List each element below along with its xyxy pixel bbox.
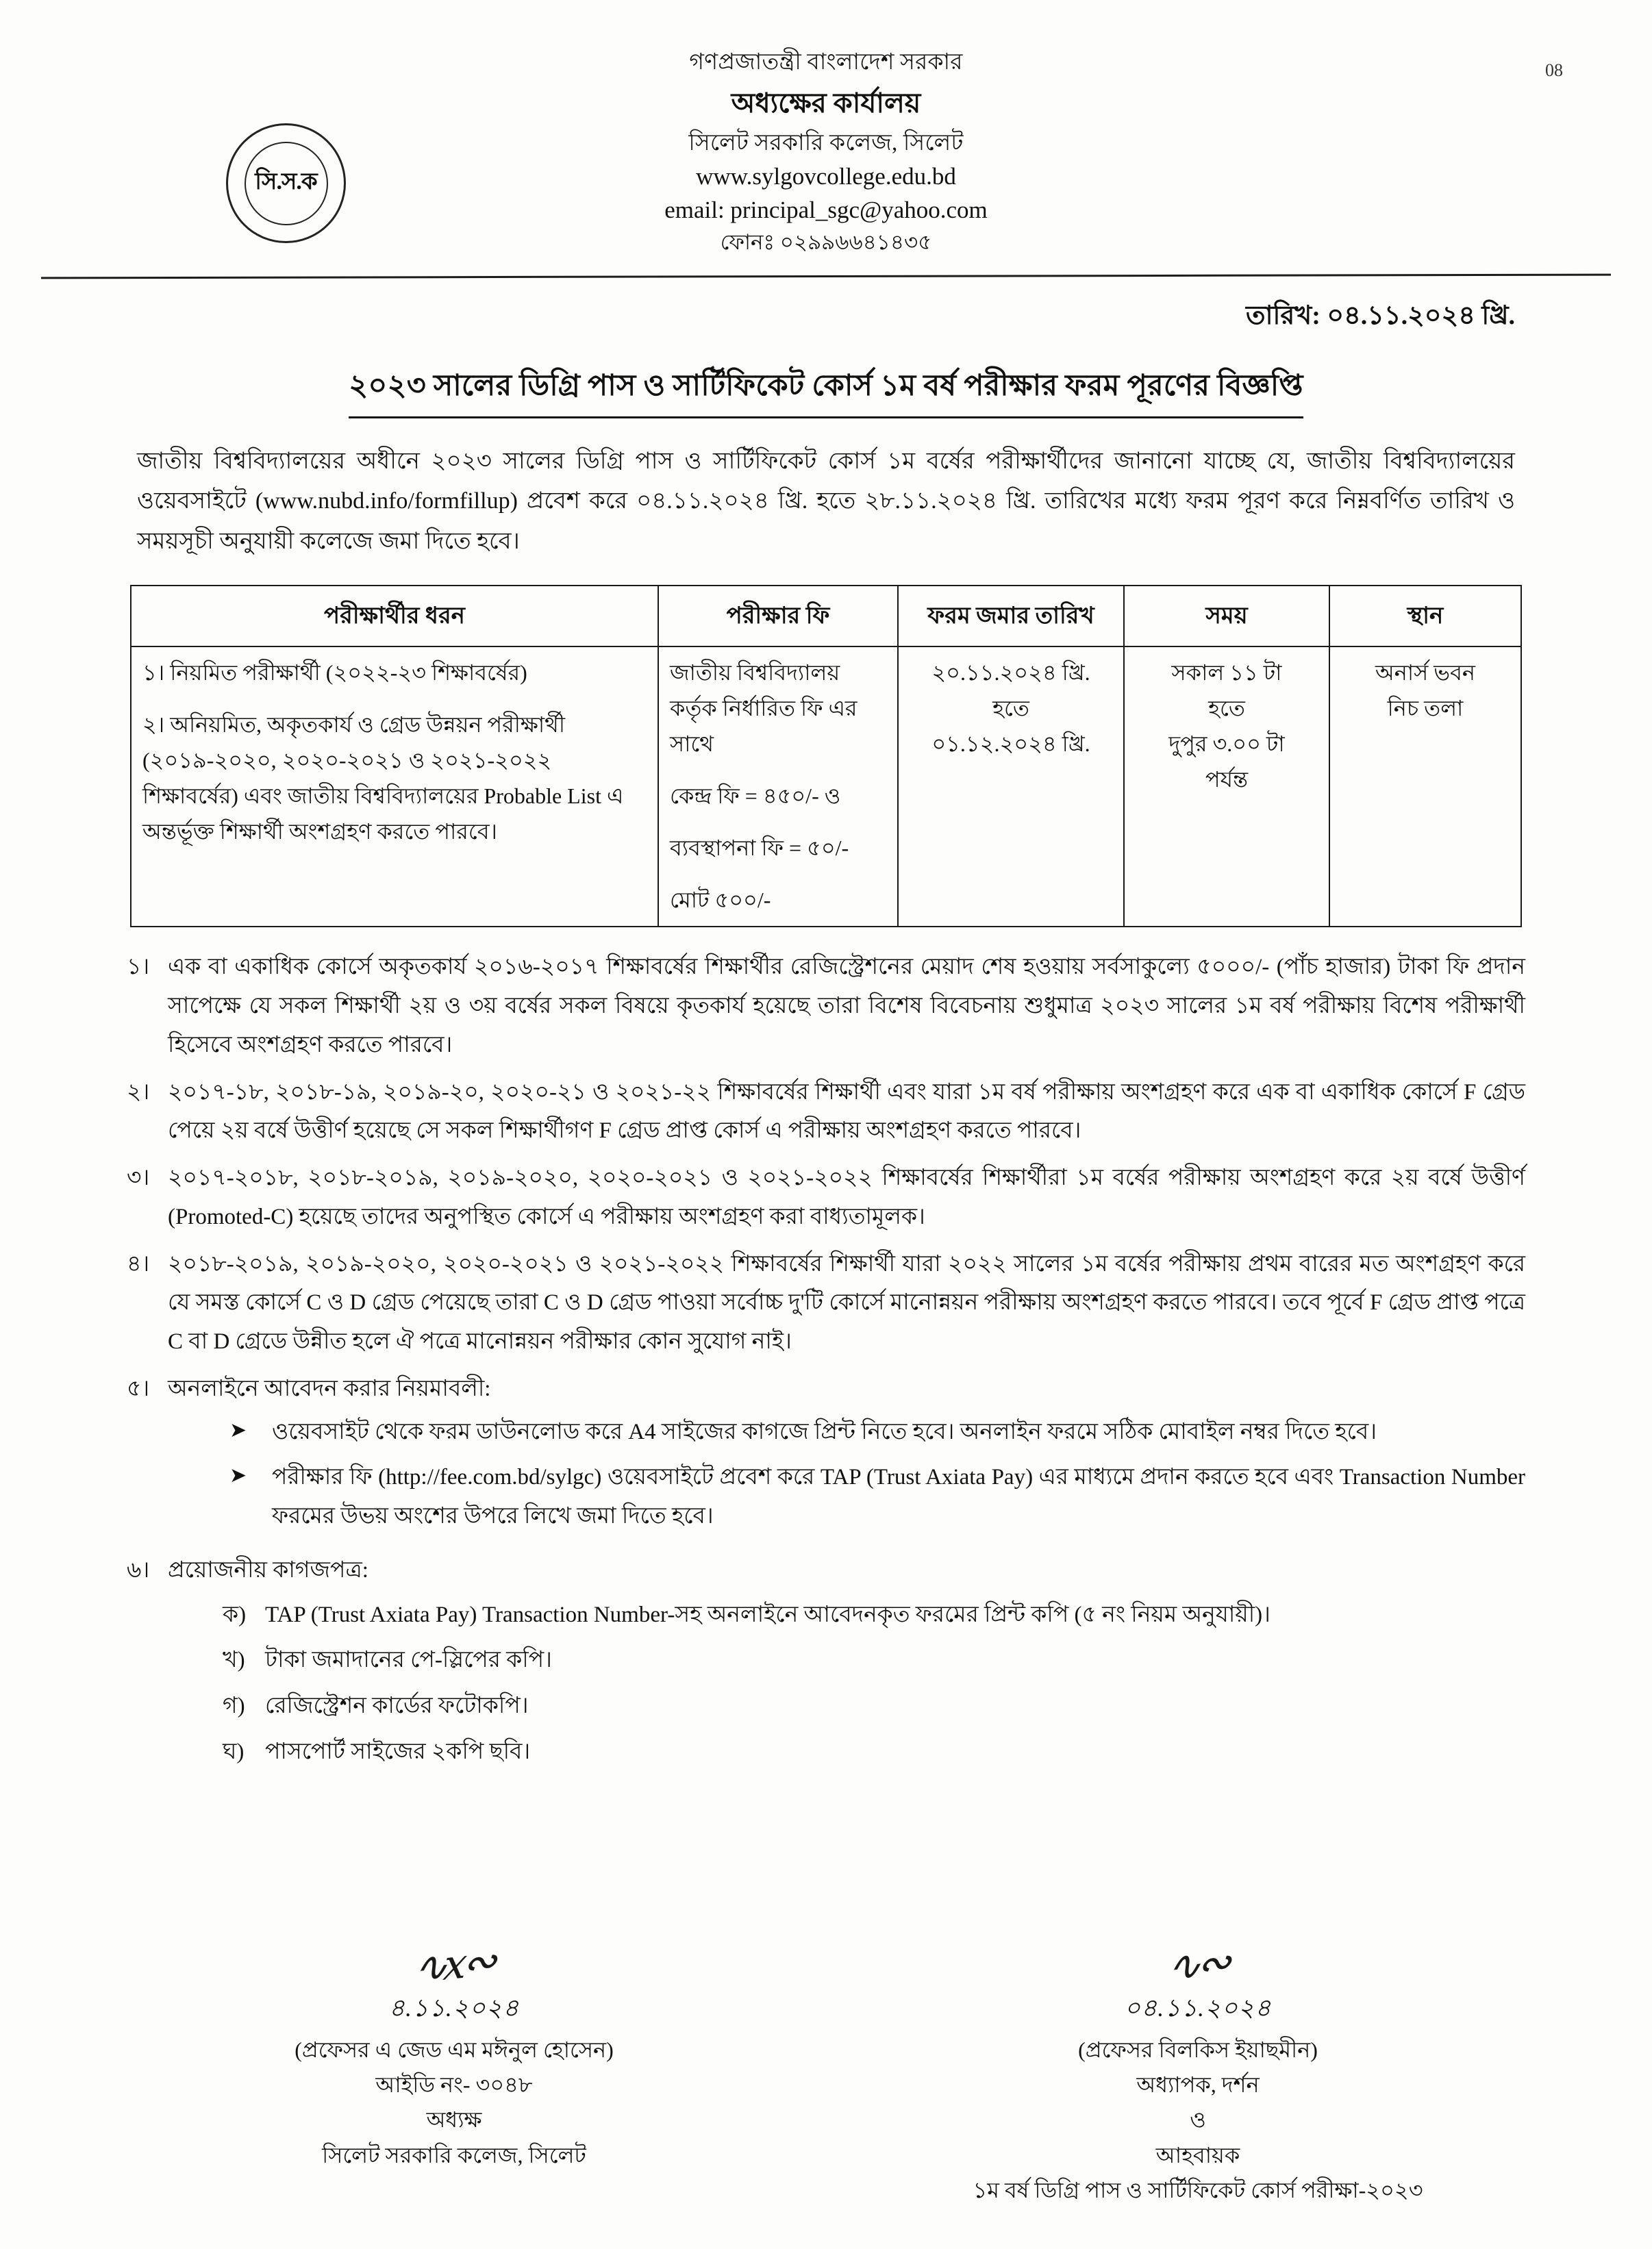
college-line: সিলেট সরকারি কলেজ, সিলেট — [688, 130, 964, 155]
list-item — [223, 1596, 1525, 1635]
list-item — [229, 1413, 1525, 1452]
online-rules-number: ৫। — [127, 1376, 150, 1401]
page-title — [0, 364, 1652, 418]
submission-date-sep: হতে — [992, 696, 1029, 721]
website-line: www.sylgovcollege.edu.bd — [696, 162, 956, 190]
document-marker: গ) — [223, 1694, 245, 1719]
document-marker: খ) — [223, 1648, 245, 1673]
note-text: ২০১৭-১৮, ২০১৮-১৯, ২০১৯-২০, ২০২০-২১ ও ২০২১-২২ শিক্ষাবর্ষের শিক্ষার্থী এবং যারা ১ম বর্ষ পরীক্ষায় অংশগ্রহণ করে এক বা একাধিক কোর্সে F গ্রেড পেয়ে ২য় বর্ষে উত্তীর্ণ হয়েছে সে সকল শিক্ষার্থীগণ F গ্রেড প্রাপ্ত কোর্স এ পরীক্ষায় অংশগ্রহণ করতে পারবে। — [168, 1079, 1525, 1144]
office-line: অধ্যক্ষের কার্যালয় — [731, 87, 921, 118]
convener-name: (প্রফেসর বিলকিস ইয়াছমীন) — [1078, 2037, 1318, 2063]
document-text: পাসপোর্ট সাইজের ২কপি ছবি। — [265, 1739, 531, 1764]
date-line: তারিখ: ০৪.১১.২০২৪ খ্রি. — [1245, 301, 1515, 330]
online-rules-list — [229, 1413, 1525, 1536]
convener-and: ও — [1190, 2107, 1206, 2133]
th-place: স্থান — [1329, 586, 1521, 646]
document-marker: ঘ) — [223, 1739, 245, 1764]
list-item — [229, 1458, 1525, 1536]
submission-date-2: ০১.১২.২০২৪ খ্রি. — [931, 731, 1090, 757]
fee-line-2: কেন্দ্র ফি = ৪৫০/- ও — [670, 783, 841, 808]
online-rule-text: ওয়েবসাইট থেকে ফরম ডাউনলোড করে A4 সাইজের কাগজে প্রিন্ট নিতে হবে। অনলাইন ফরমে সঠিক মোবাইল নম্বর দিতে হবে। — [272, 1419, 1377, 1444]
header-divider — [41, 274, 1611, 279]
convener-role: আহবায়ক — [1155, 2142, 1240, 2168]
list-item — [223, 1687, 1525, 1726]
candidate-type-2: ২। অনিয়মিত, অকৃতকার্য ও গ্রেড উন্নয়ন পরীক্ষার্থী (২০১৯-২০২০, ২০২০-২০২১ ও ২০২১-২০২২ শিক্ষাবর্ষের) এবং জাতীয় বিশ্ববিদ্যালয়ের Probable List এ অন্তর্ভূক্ত শিক্ষার্থী অংশগ্রহণ করতে পারবে। — [142, 712, 624, 844]
page-title-text: ২০২৩ সালের ডিগ্রি পাস ও সার্টিফিকেট কোর্স ১ম বর্ষ পরীক্ষার ফরম পূরণের বিজ্ঞপ্তি — [349, 364, 1303, 418]
signature-mark: ∿x∾ — [410, 1936, 496, 1994]
document-text: টাকা জমাদানের পে-স্লিপের কপি। — [265, 1648, 552, 1673]
candidate-type-1: ১। নিয়মিত পরীক্ষার্থী (২০২২-২৩ শিক্ষাবর্ষের) — [142, 660, 527, 686]
principal-signature — [0, 1932, 826, 2208]
online-rule-text: পরীক্ষার ফি (http://fee.com.bd/sylgc) ওয়েবসাইটে প্রবেশ করে TAP (Trust Axiata Pay) এর মাধ্যমে প্রদান করতে হবে এবং Transaction Number ফরমের উভয় অংশের উপরে লিখে জমা দিতে হবে। — [272, 1465, 1525, 1529]
page-number: 08 — [1545, 60, 1563, 80]
convener-committee: ১ম বর্ষ ডিগ্রি পাস ও সার্টিফিকেট কোর্স পরীক্ষা-২০২৩ — [973, 2177, 1423, 2202]
note-text: ২০১৮-২০১৯, ২০১৯-২০২০, ২০২০-২০২১ ও ২০২১-২০২২ শিক্ষাবর্ষের শিক্ষার্থী যারা ২০২২ সালের ১ম বর্ষের পরীক্ষায় প্রথম বারের মত অংশগ্রহণ করে যে সমস্ত কোর্সে C ও D গ্রেড পেয়েছে তারা C ও D গ্রেড পাওয়া সর্বোচ্চ দু'টি কোর্সে মানোন্নয়ন পরীক্ষায় অংশগ্রহণ করতে পারবে। তবে পূর্বে F গ্রেড প্রাপ্ত পত্রে C বা D গ্রেডে উন্নীত হলে ঐ পত্রে মানোন্নয়ন পরীক্ষার কোন সুযোগ নাই। — [168, 1251, 1525, 1355]
note-item — [127, 948, 1525, 1064]
convener-hand-date: ০৪.১১.২০২৪ — [1124, 1994, 1272, 2022]
college-seal-icon — [226, 123, 346, 243]
fee-line-4: মোট ৫০০/- — [670, 887, 771, 912]
note-number: ২। — [127, 1079, 150, 1105]
time-1: সকাল ১১ টা — [1171, 660, 1282, 686]
document-marker: ক) — [223, 1602, 247, 1627]
list-item — [223, 1641, 1525, 1680]
documents-heading: প্রয়োজনীয় কাগজপত্র: — [168, 1557, 368, 1583]
submission-date-1: ২০.১১.২০২৪ খ্রি. — [931, 660, 1090, 686]
documents-number: ৬। — [127, 1557, 150, 1583]
fee-line-3: ব্যবস্থাপনা ফি = ৫০/- — [670, 835, 849, 860]
email-line: email: principal_sgc@yahoo.com — [664, 197, 988, 224]
th-submission-date: ফরম জমার তারিখ — [898, 586, 1124, 646]
time-2: দুপুর ৩.০০ টা — [1168, 731, 1285, 757]
td-candidate-types — [131, 646, 658, 927]
list-item — [223, 1733, 1525, 1772]
intro-paragraph: জাতীয় বিশ্ববিদ্যালয়ের অধীনে ২০২৩ সালের ডিগ্রি পাস ও সার্টিফিকেট কোর্স ১ম বর্ষের পরীক্ষার্থীদের জানানো যাচ্ছে যে, জাতীয় বিশ্ববিদ্যালয়ের ওয়েবসাইটে (www.nubd.info/formfillup) প্রবেশ করে ০৪.১১.২০২৪ খ্রি. হতে ২৮.১১.২০২৪ খ্রি. তারিখের মধ্যে ফরম পূরণ করে নিম্নবর্ণিত তারিখ ও সময়সূচী অনুযায়ী কলেজে জমা দিতে হবে। — [137, 448, 1515, 554]
document-text: রেজিস্ট্রেশন কার্ডের ফটোকপি। — [265, 1694, 529, 1719]
time-sep: হতে — [1208, 696, 1245, 721]
td-submission-date — [898, 646, 1124, 927]
th-time: সময় — [1124, 586, 1329, 646]
table-header-row — [131, 586, 1521, 646]
table-row — [131, 646, 1521, 927]
note-item — [127, 1073, 1525, 1151]
document-text: TAP (Trust Axiata Pay) Transaction Number-সহ অনলাইনে আবেদনকৃত ফরমের প্রিন্ট কপি (৫ নং নিয়ম অনুযায়ী)। — [265, 1602, 1271, 1627]
th-candidate-type: পরীক্ষার্থীর ধরন — [131, 586, 658, 646]
arrow-bullet-icon: ➤ — [229, 1464, 247, 1487]
th-exam-fee: পরীক্ষার ফি — [658, 586, 898, 646]
fee-line-1: জাতীয় বিশ্ববিদ্যালয় কর্তৃক নির্ধারিত ফি এর সাথে — [670, 660, 858, 757]
documents-section — [127, 1551, 1525, 1779]
principal-name: (প্রফেসর এ জেড এম মঈনুল হোসেন) — [295, 2037, 614, 2063]
principal-id: আইডি নং- ৩০৪৮ — [375, 2072, 533, 2098]
principal-institute: সিলেট সরকারি কলেজ, সিলেট — [322, 2142, 586, 2168]
online-rules-section — [127, 1370, 1525, 1543]
note-item — [127, 1245, 1525, 1361]
place-1: অনার্স ভবন — [1375, 660, 1475, 686]
note-item — [127, 1159, 1525, 1237]
note-number: ৩। — [127, 1166, 150, 1191]
signature-block — [0, 1932, 1652, 2208]
notes-section — [127, 948, 1525, 1778]
note-number: ১। — [127, 955, 150, 980]
signature-mark: ∿∾ — [1164, 1937, 1230, 1993]
note-number: ৪। — [127, 1251, 150, 1277]
govt-line: গণপ্রজাতন্ত্রী বাংলাদেশ সরকার — [689, 50, 963, 75]
phone-line: ফোনঃ ০২৯৯৬৬৪১৪৩৫ — [720, 229, 932, 254]
schedule-table — [130, 585, 1522, 927]
principal-designation: অধ্যক্ষ — [426, 2107, 482, 2133]
online-rules-heading: অনলাইনে আবেদন করার নিয়মাবলী: — [168, 1376, 491, 1401]
td-place — [1329, 646, 1521, 927]
documents-list — [223, 1596, 1525, 1772]
convener-signature — [826, 1932, 1652, 2208]
time-suffix: পর্যন্ত — [1205, 766, 1249, 792]
seal-inner-text: সি.স.ক — [245, 142, 328, 225]
note-text: ২০১৭-২০১৮, ২০১৮-২০১৯, ২০১৯-২০২০, ২০২০-২০২১ ও ২০২১-২০২২ শিক্ষাবর্ষের শিক্ষার্থীরা ১ম বর্ষের পরীক্ষায় অংশগ্রহণ করে ২য় বর্ষে উত্তীর্ণ (Promoted-C) হয়েছে তাদের অনুপস্থিত কোর্সে এ পরীক্ষায় অংশগ্রহণ করা বাধ্যতামূলক। — [168, 1166, 1525, 1229]
td-exam-fee — [658, 646, 898, 927]
place-2: নিচ তলা — [1387, 696, 1464, 721]
convener-designation: অধ্যাপক, দর্শন — [1136, 2072, 1260, 2098]
arrow-bullet-icon: ➤ — [229, 1418, 247, 1442]
principal-hand-date: ৪.১১.২০২৪ — [388, 1994, 520, 2022]
note-text: এক বা একাধিক কোর্সে অকৃতকার্য ২০১৬-২০১৭ শিক্ষাবর্ষের শিক্ষার্থীর রেজিস্ট্রেশনের মেয়াদ শেষ হওয়ায় সর্বসাকুল্যে ৫০০০/- (পাঁচ হাজার) টাকা ফি প্রদান সাপেক্ষে যে সকল শিক্ষার্থী ২য় ও ৩য় বর্ষের সকল বিষয়ে কৃতকার্য হয়েছে তারা বিশেষ বিবেচনায় শুধুমাত্র ২০২৩ সালের ১ম বর্ষ পরীক্ষায় বিশেষ পরীক্ষার্থী হিসেবে অংশগ্রহণ করতে পারবে। — [168, 955, 1525, 1057]
td-time — [1124, 646, 1329, 927]
